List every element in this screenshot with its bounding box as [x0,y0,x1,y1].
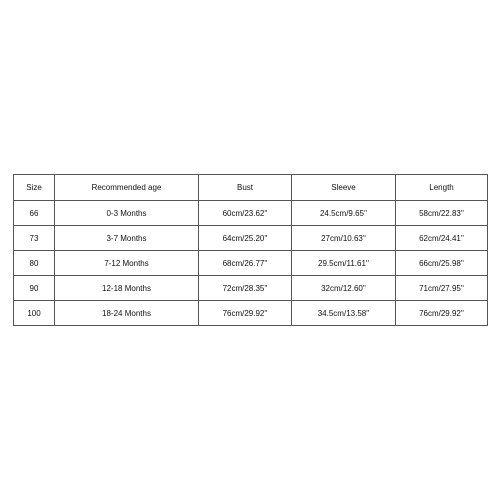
cell-size: 90 [14,276,55,301]
table-row [14,276,488,301]
cell-size: 80 [14,251,55,276]
size-chart-table [13,174,488,326]
cell-recommended-age: 0-3 Months [55,201,199,226]
table-row [14,301,488,326]
cell-sleeve: 24.5cm/9.65'' [292,201,396,226]
cell-bust: 68cm/26.77'' [199,251,292,276]
cell-size: 66 [14,201,55,226]
cell-length: 66cm/25.98'' [396,251,488,276]
header-recommended-age: Recommended age [55,175,199,201]
cell-length: 62cm/24.41'' [396,226,488,251]
cell-sleeve: 34.5cm/13.58'' [292,301,396,326]
header-size: Size [14,175,55,201]
cell-recommended-age: 3-7 Months [55,226,199,251]
cell-sleeve: 29.5cm/11.61'' [292,251,396,276]
cell-length: 76cm/29.92'' [396,301,488,326]
table-row [14,226,488,251]
cell-recommended-age: 18-24 Months [55,301,199,326]
cell-bust: 60cm/23.62'' [199,201,292,226]
table-row [14,251,488,276]
header-bust: Bust [199,175,292,201]
cell-length: 71cm/27.95'' [396,276,488,301]
cell-length: 58cm/22.83'' [396,201,488,226]
cell-sleeve: 32cm/12.60'' [292,276,396,301]
header-sleeve: Sleeve [292,175,396,201]
header-row [14,175,488,201]
cell-bust: 72cm/28.35'' [199,276,292,301]
header-length: Length [396,175,488,201]
cell-size: 100 [14,301,55,326]
cell-recommended-age: 12-18 Months [55,276,199,301]
cell-size: 73 [14,226,55,251]
cell-bust: 64cm/25.20'' [199,226,292,251]
table-row [14,201,488,226]
cell-sleeve: 27cm/10.63'' [292,226,396,251]
cell-recommended-age: 7-12 Months [55,251,199,276]
cell-bust: 76cm/29.92'' [199,301,292,326]
